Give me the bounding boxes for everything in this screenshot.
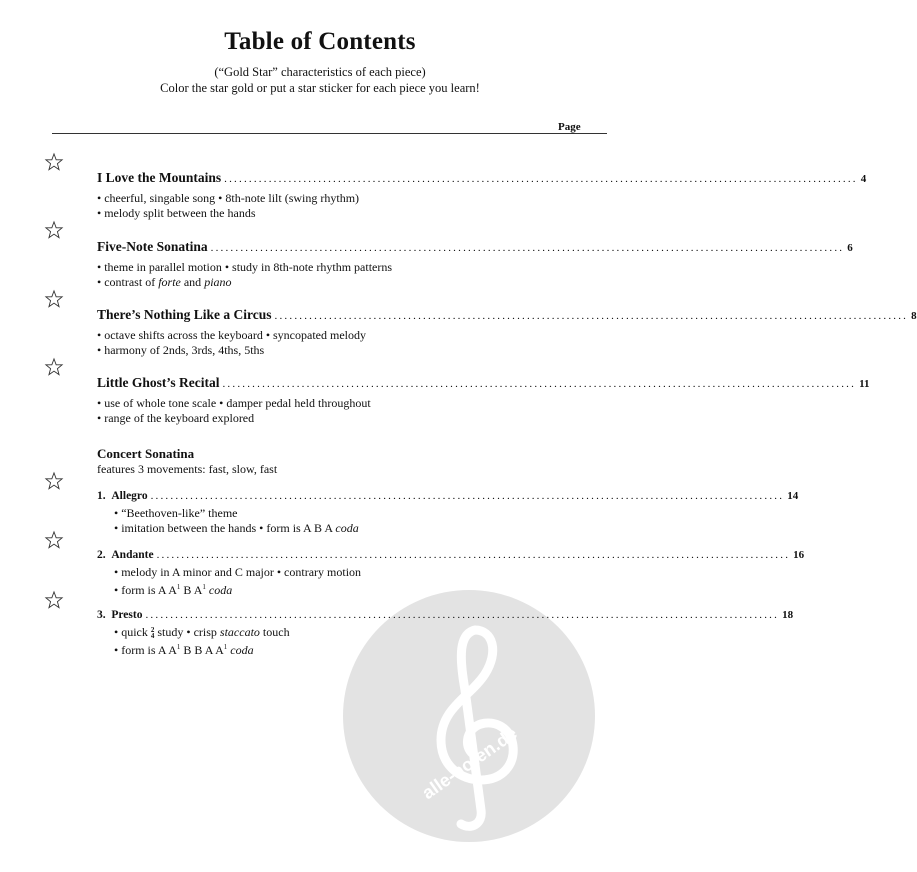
toc-title: Table of Contents <box>224 28 416 55</box>
toc-entry: I Love the Mountains ................................................................................................................................ 4 • cheerful, singable song • 8th-note lilt (swing rhythm) • melody split between the hands <box>97 170 867 220</box>
entry-title[interactable]: There’s Nothing Like a Circus <box>97 307 272 322</box>
toc-movement: 2. Andante ................................................................................................................................ 16 • melody in A minor and C major • contrary motion • form is A $A^1$ B $A^1$ coda <box>97 549 805 597</box>
star-icon[interactable] <box>45 358 63 376</box>
entry-page: 11 <box>859 378 870 390</box>
entry-characteristic: • cheerful, singable song • 8th-note lilt (swing rhythm) <box>97 191 360 205</box>
section-description: features 3 movements: fast, slow, fast <box>97 462 278 476</box>
toc-subtitle: (“Gold Star” characteristics of each piece) <box>214 65 426 79</box>
entry-characteristic: • theme in parallel motion • study in 8th-note rhythm patterns <box>97 260 393 274</box>
star-icon[interactable] <box>45 290 63 308</box>
movement-page: 18 <box>782 609 794 621</box>
movement-page: 14 <box>787 490 799 502</box>
page-column-header: Page <box>558 121 581 133</box>
entry-title[interactable]: I Love the Mountains <box>97 170 222 185</box>
star-icon[interactable] <box>45 472 63 490</box>
entry-characteristic: • harmony of 2nds, 3rds, 4ths, 5ths <box>97 342 265 357</box>
movement-characteristic: • form is A $A^1$ B $A^1$ coda <box>114 582 233 597</box>
star-icon[interactable] <box>45 153 63 171</box>
entry-characteristic: • melody split between the hands <box>97 205 256 220</box>
movement-characteristic: • melody in A minor and C major • contrary motion <box>114 565 362 579</box>
entry-characteristic: • range of the keyboard explored <box>97 410 255 425</box>
toc-entry: Five-Note Sonatina ................................................................................................................................ 6 • theme in parallel motion • study in 8th-note rhythm patterns • contrast of forte and piano <box>97 239 853 289</box>
section-title[interactable]: Concert Sonatina <box>97 446 195 461</box>
entry-page: 8 <box>911 310 917 322</box>
star-icon[interactable] <box>45 531 63 549</box>
entry-title[interactable]: Little Ghost’s Recital <box>97 375 220 390</box>
movement-characteristic: • quick 2 4 study • crisp staccato touch <box>114 625 290 641</box>
entry-characteristic: • octave shifts across the keyboard • syncopated melody <box>97 328 366 342</box>
movement-title[interactable]: 2. Andante <box>97 549 154 561</box>
entry-characteristic: • contrast of forte and piano <box>97 274 232 289</box>
toc-entry: Little Ghost’s Recital ................................................................................................................................ 11 • use of whole tone scale • damper pedal held throughout • range of the keyboard explored <box>97 375 870 425</box>
movement-title[interactable]: 1. Allegro <box>97 490 148 502</box>
watermark-text: alle-noten.de <box>418 723 521 804</box>
toc-instructions: Color the star gold or put a star sticker for each piece you learn! <box>160 81 480 95</box>
entry-title[interactable]: Five-Note Sonatina <box>97 239 208 254</box>
movement-page: 16 <box>793 549 805 561</box>
time-signature: 2 4 <box>150 626 155 641</box>
toc-movement: 3. Presto ................................................................................................................................ 18 • quick 2 4 study • crisp staccato touch • form is A $A^1$ B B A $A^1$ coda <box>97 609 794 657</box>
movement-characteristic: • imitation between the hands • form is A B A coda <box>114 520 359 535</box>
entry-page: 4 <box>860 173 867 185</box>
toc-movement: 1. Allegro ................................................................................................................................ 14 • “Beethoven-like” theme • imitation between the hands • form is A B A coda <box>97 490 799 535</box>
entry-characteristic: • use of whole tone scale • damper pedal held throughout <box>97 396 371 410</box>
header-rule <box>52 133 607 134</box>
movement-characteristic: • “Beethoven-like” theme <box>114 506 238 520</box>
star-icon[interactable] <box>45 221 63 239</box>
movement-characteristic: • form is A $A^1$ B B A $A^1$ coda <box>114 642 254 657</box>
entry-page: 6 <box>847 242 853 254</box>
toc-entry: There’s Nothing Like a Circus ................................................................................................................................ 8 • octave shifts across the keyboard • syncopated melody • harmony of 2nds, 3rds, 4ths, 5ths <box>97 307 917 357</box>
movement-title[interactable]: 3. Presto <box>97 609 143 621</box>
star-icon[interactable] <box>45 591 63 609</box>
